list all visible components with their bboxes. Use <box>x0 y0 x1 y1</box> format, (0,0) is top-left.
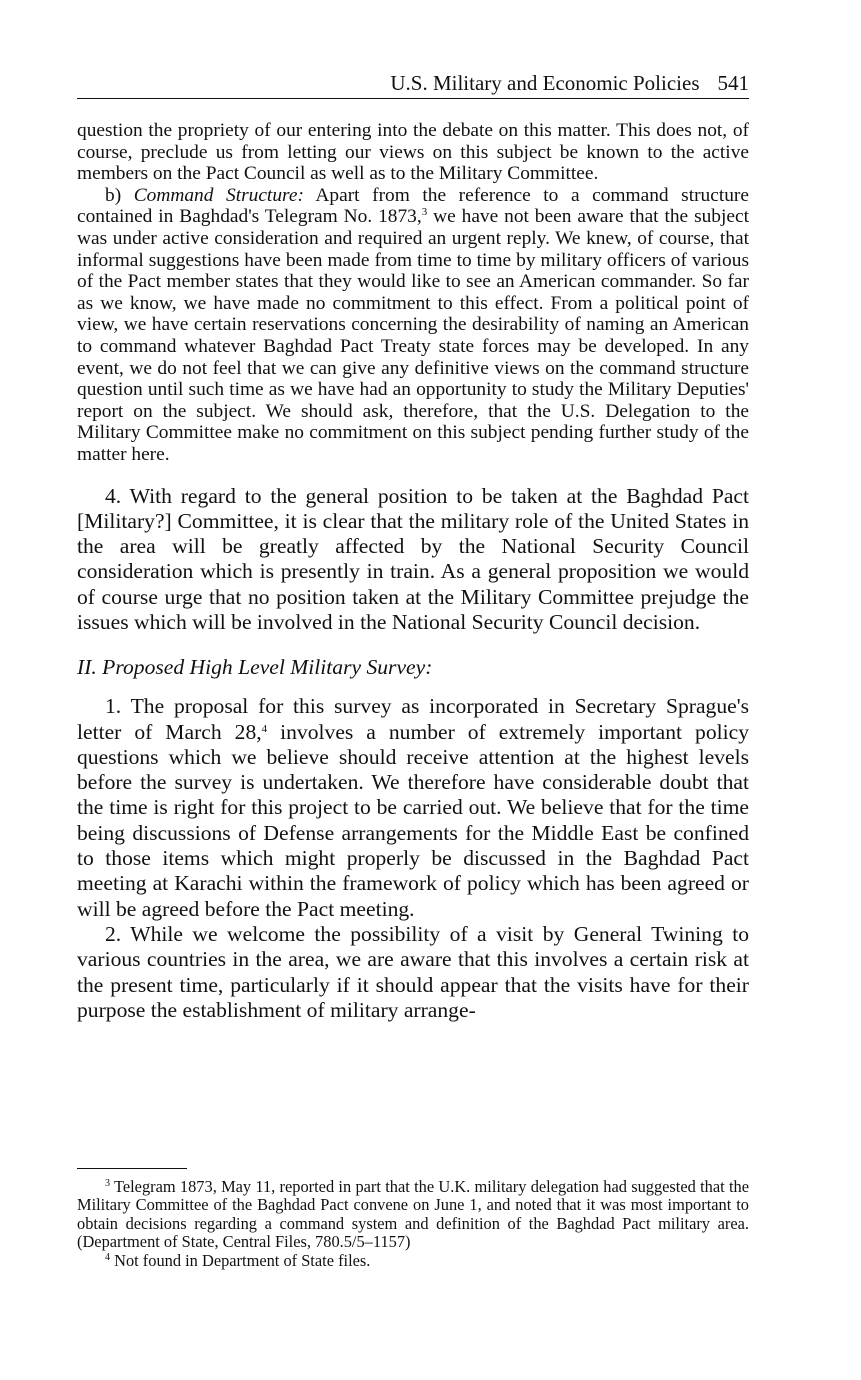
footnote-ref-4[interactable]: 4 <box>261 722 268 735</box>
paragraph-text: 1. The proposal for this survey as incorporated in Secretary Sprague's letter of March 28, <box>77 694 749 744</box>
body-text <box>77 120 749 1023</box>
paragraph-continuation: question the propriety of our entering into the debate on this matter. This does not, of course, preclude us from letting our views on this subject be known to the active members on the Pact Council as well as to the Military Committee. <box>77 120 749 185</box>
footnote-text: Telegram 1873, May 11, reported in part that the U.K. military delegation had suggested that the Military Committee of the Baghdad Pact convene on June 1, and noted that it was most important to obtain decisions regarding a command system and definition of the Baghdad Pact military area. (Department of State, Central Files, 780.5/5–1157) <box>77 1177 749 1252</box>
large-type-section <box>77 484 749 1024</box>
item-label: b) <box>105 184 134 206</box>
running-head <box>77 68 749 99</box>
paragraph-text: we have not been aware that the subject was under active consideration and required an urgent reply. We knew, of course, that informal suggestions have been made from time to time by military officers of various of the Pact member states that they would like to see an American commander. So far as we know, we have made no commitment to this effect. From a political point of view, we have certain reservations concerning the desirability of naming an American to command whatever Baghdad Pact Treaty state forces may be developed. In any event, we do not feel that we can give any definitive views on the command structure question until such time as we have had an opportunity to study the Military Deputies' report on the subject. We should ask, therefore, that the U.S. Delegation to the Military Committee make no commitment on this subject pending further study of the matter here. <box>77 206 749 465</box>
footnote-ref-3[interactable]: 3 <box>421 206 428 219</box>
running-title: U.S. Military and Economic Policies <box>390 71 700 95</box>
paragraph-twining-visit: 2. While we welcome the possibility of a visit by General Twining to various countries in the area, we are aware that this involves a certain risk at the present time, particularly if it should appear that the visits have for their purpose the establishment of military arrange- <box>77 921 749 1022</box>
paragraph-survey-proposal <box>77 694 749 922</box>
paragraph-text: involves a number of extremely important policy questions which we believe should receive attention at the highest levels before the survey is undertaken. We therefore have considerable doubt that the time is right for this project to be carried out. We believe that for the time being discussions of Defense arrangements for the Middle East be confined to those items which might properly be discussed in the Baghdad Pact meeting at Karachi within the framework of policy which has been agreed or will be agreed before the Pact meeting. <box>77 719 750 921</box>
footnote-4 <box>77 1252 749 1270</box>
footnote-text: Not found in Department of State files. <box>114 1250 371 1270</box>
small-type-section <box>77 120 749 466</box>
paragraph-text: Apart from the reference to a command structure contained in Baghdad's Telegram No. 1873, <box>77 184 749 228</box>
footnote-marker: 3 <box>105 1178 110 1189</box>
paragraph-general-position: 4. With regard to the general position to be taken at the Baghdad Pact [Military?] Committee, it is clear that the military role of the United States in the area will be greatly affected by the National Security Council consideration which is presently in train. As a general proposition we would of course urge that no position taken at the Military Committee prejudge the issues which will be involved in the National Security Council decision. <box>77 483 749 634</box>
footnote-divider <box>77 1168 187 1169</box>
footnote-3 <box>77 1178 749 1252</box>
footnotes <box>77 1178 749 1270</box>
paragraph-command-structure <box>77 185 749 466</box>
item-title: Command Structure: <box>133 184 304 206</box>
section-heading: II. Proposed High Level Military Survey: <box>77 655 433 680</box>
footnote-marker: 4 <box>105 1251 110 1263</box>
page-number: 541 <box>717 71 749 95</box>
